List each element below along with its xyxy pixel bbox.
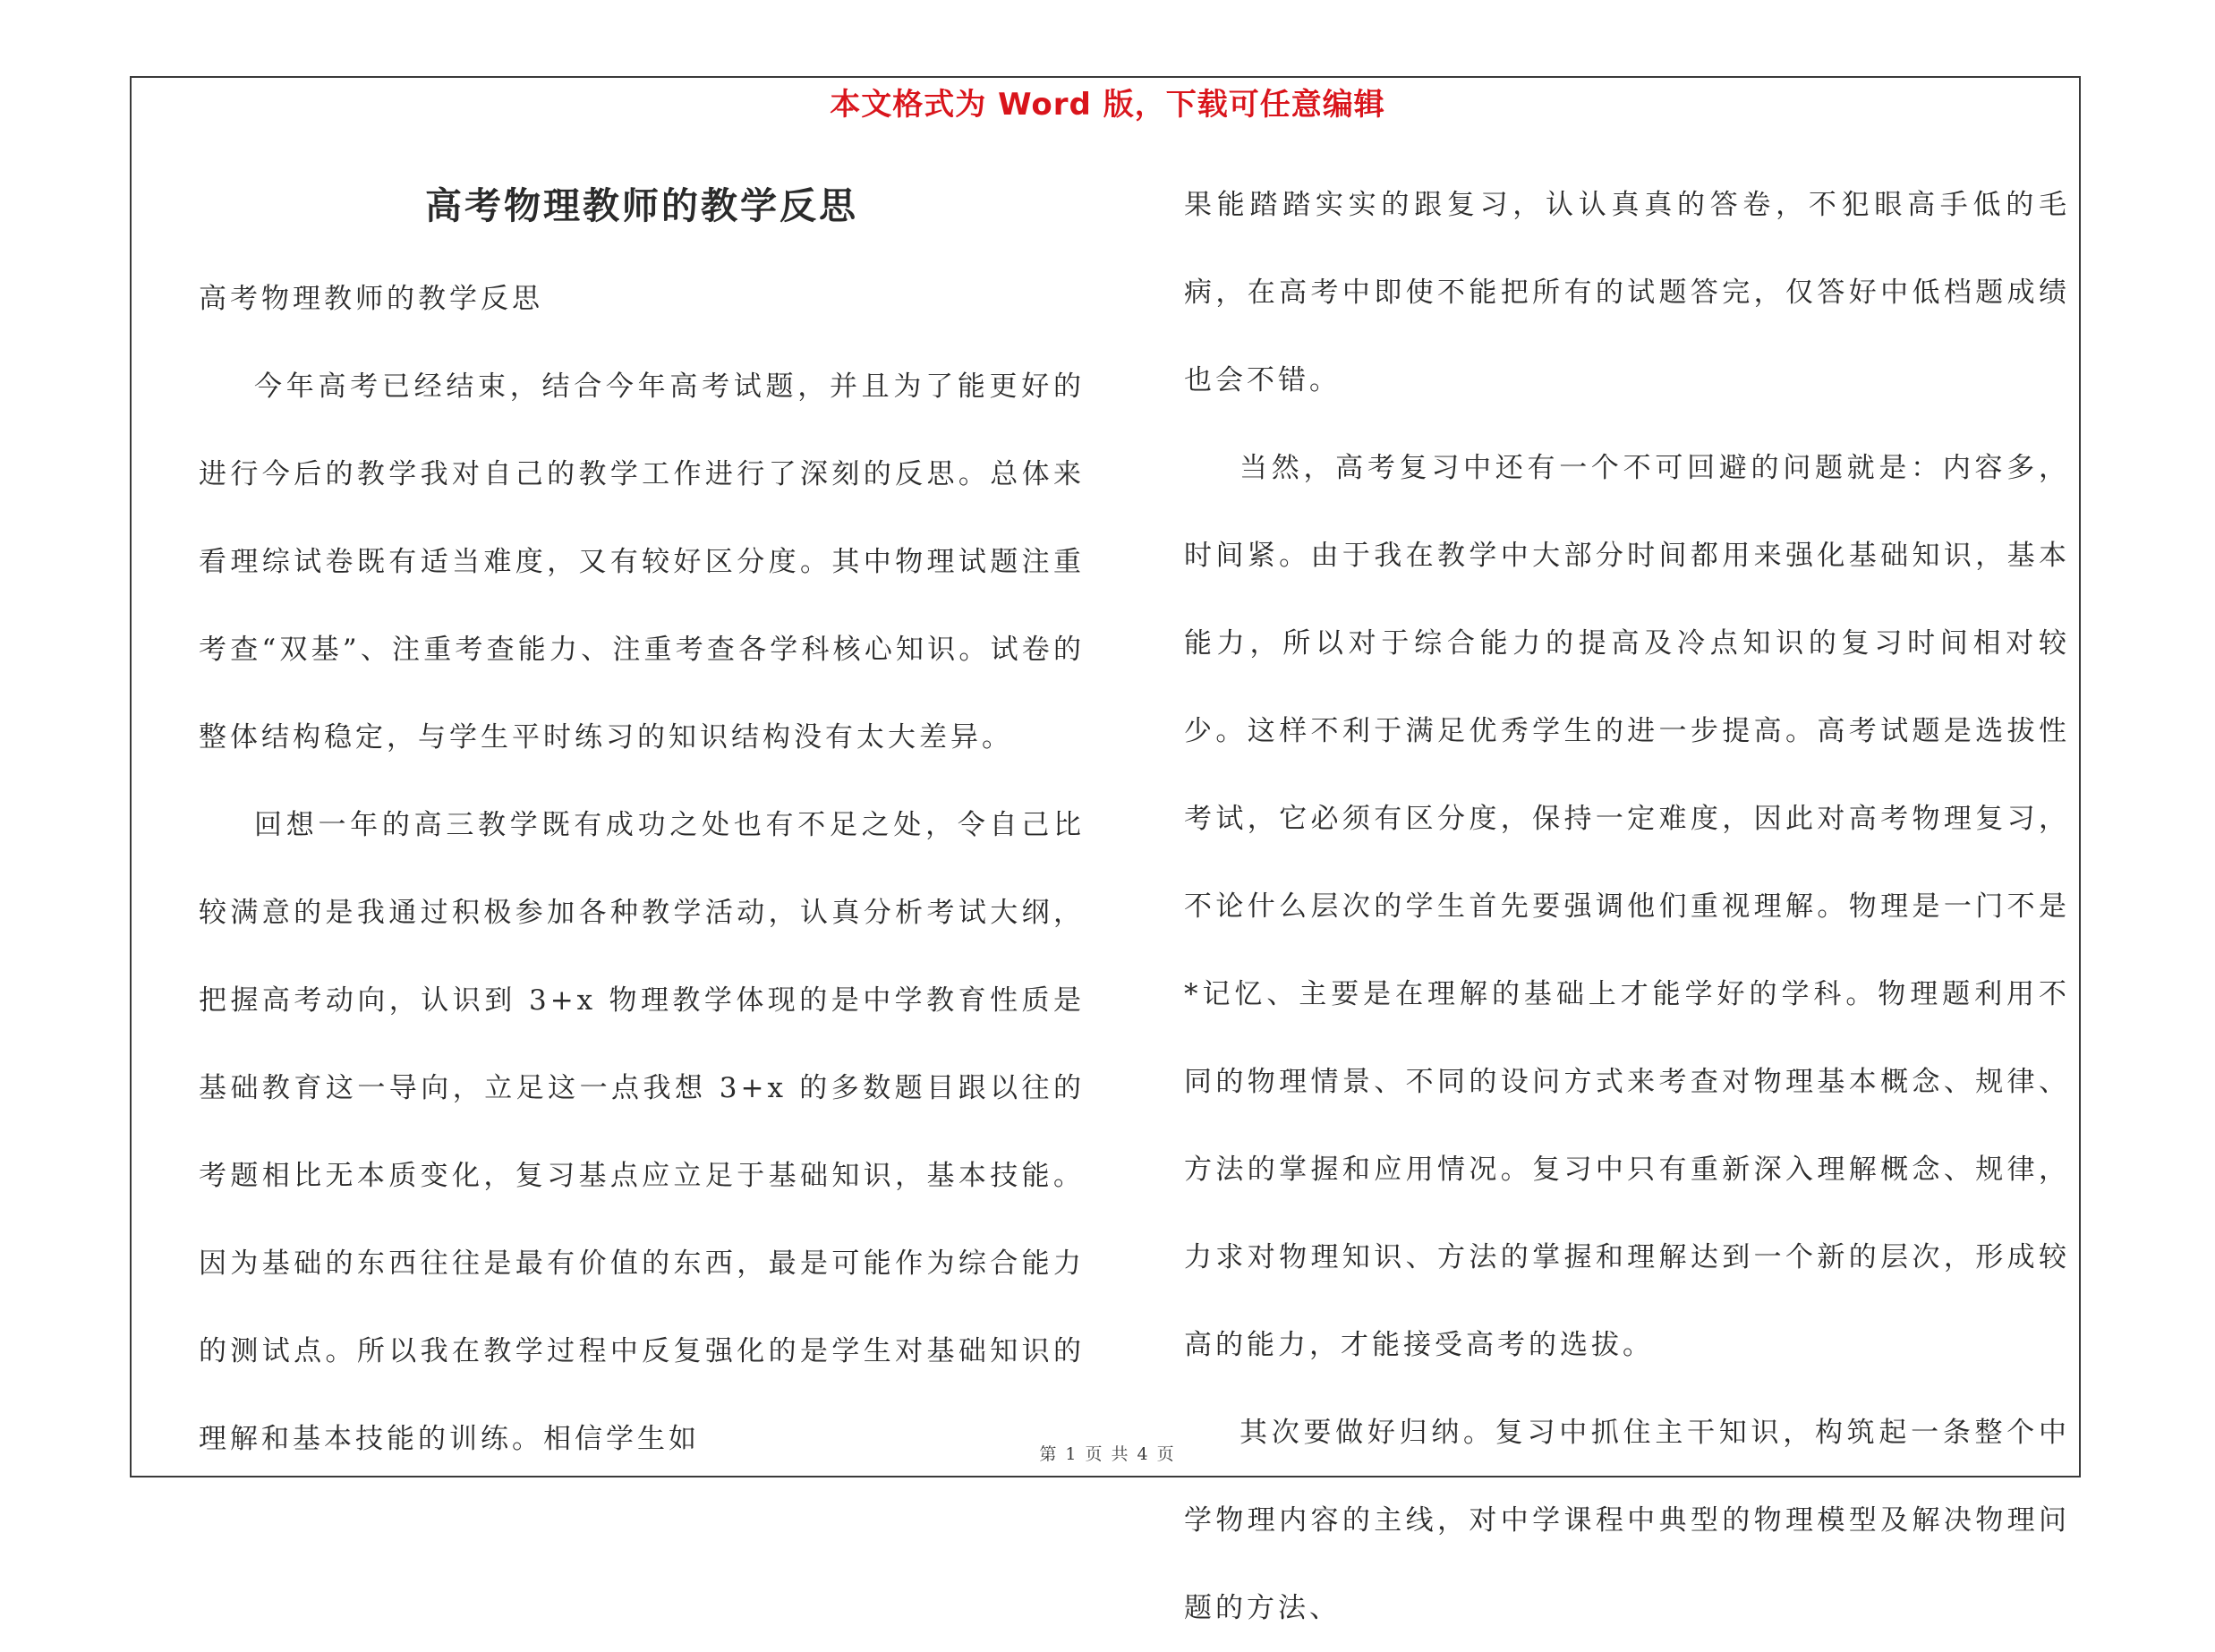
document-subtitle: 高考物理教师的教学反思 [199, 283, 543, 315]
paragraph: 回想一年的高三教学既有成功之处也有不足之处，令自己比较满意的是我通过积极参加各种教学活动，认真分析考试大纲，把握高考动向，认识到 3+x 物理教学体现的是中学教育性质是基础教育这一导向，立足这一点我想 3+x 的多数题目跟以往的考题相比无本质变化，复习基点应立足于基础知识，基本技能。因为基础的东西往往是最有价值的东西，最是可能作为综合能力的测试点。所以我在教学过程中反复强化的是学生对基础知识的理解和基本技能的训练。相信学生如 [199, 809, 1085, 1455]
document-title: 高考物理教师的教学反思 [425, 184, 858, 227]
format-banner: 本文格式为 Word 版，下载可任意编辑 [830, 87, 1385, 123]
page-number-footer: 第 1 页 共 4 页 [1039, 1444, 1176, 1464]
left-column [199, 152, 1085, 1483]
paragraph: 当然，高考复习中还有一个不可回避的问题就是：内容多，时间紧。由于我在教学中大部分时间都用来强化基础知识，基本能力，所以对于综合能力的提高及冷点知识的复习时间相对较少。这样不利于满足优秀学生的进一步提高。高考试题是选拔性考试，它必须有区分度，保持一定难度，因此对高考物理复习，不论什么层次的学生首先要强调他们重视理解。物理是一门不是*记忆、主要是在理解的基础上才能学好的学科。物理题利用不同的物理情景、不同的设问方式来考查对物理基本概念、规律、方法的掌握和应用情况。复习中只有重新深入理解概念、规律，力求对物理知识、方法的掌握和理解达到一个新的层次，形成较高的能力，才能接受高考的选拔。 [1184, 452, 2070, 1361]
paragraph: 今年高考已经结束，结合今年高考试题，并且为了能更好的进行今后的教学我对自己的教学工作进行了深刻的反思。总体来看理综试卷既有适当难度，又有较好区分度。其中物理试题注重考查“双基”、注重考查能力、注重考查各学科核心知识。试卷的整体结构稳定，与学生平时练习的知识结构没有太大差异。 [199, 370, 1085, 754]
paragraph: 其次要做好归纳。复习中抓住主干知识，构筑起一条整个中学物理内容的主线，对中学课程中典型的物理模型及解决物理问题的方法、 [1184, 1417, 2070, 1624]
paragraph-continued: 果能踏踏实实的跟复习，认认真真的答卷，不犯眼高手低的毛病，在高考中即使不能把所有的试题答完，仅答好中低档题成绩也会不错。 [1184, 189, 2070, 396]
right-column [1184, 161, 2070, 1652]
